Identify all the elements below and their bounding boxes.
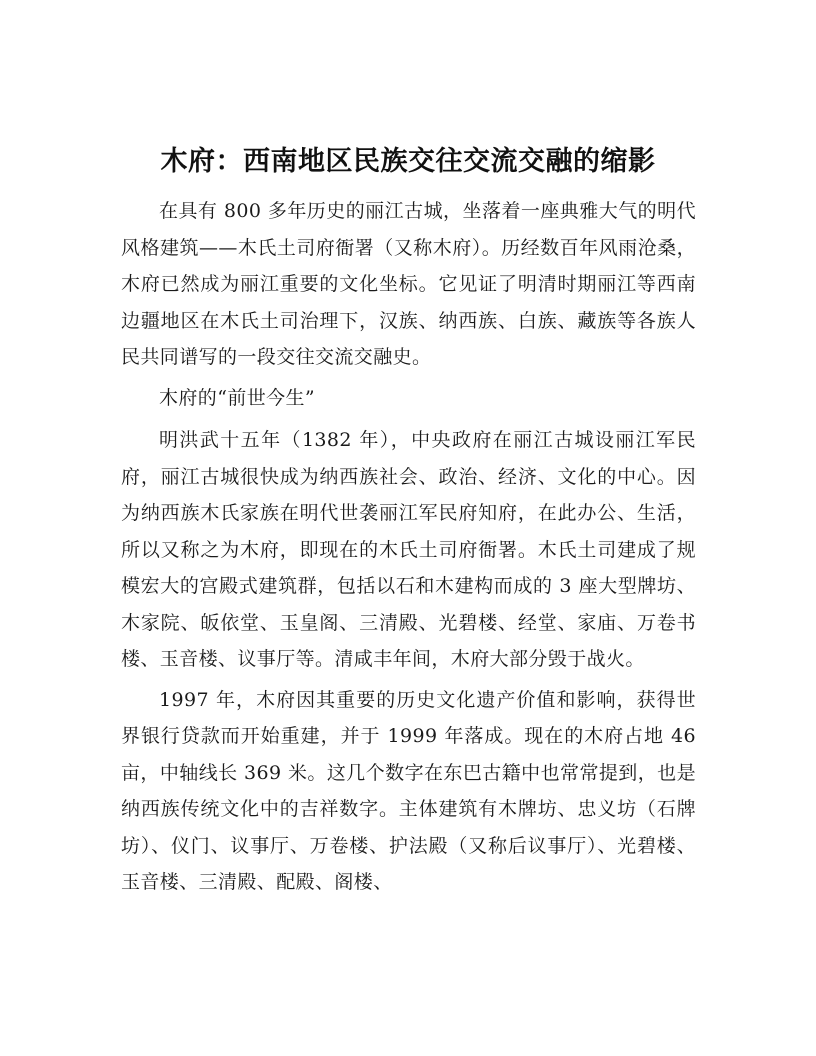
intro-paragraph: 在具有 800 多年历史的丽江古城，坐落着一座典雅大气的明代风格建筑——木氏土司府衙署（又称木府）。历经数百年风雨沧桑，木府已然成为丽江重要的文化坐标。它见证了明清时期丽江等西南边疆地区在木氏土司治理下，汉族、纳西族、白族、藏族等各族人民共同谱写的一段交往交流交融史。	[121, 200, 696, 368]
document-title: 木府：西南地区民族交往交流交融的缩影	[160, 146, 656, 177]
section-paragraph-history: 明洪武十五年（1382 年），中央政府在丽江古城设丽江军民府，丽江古城很快成为纳西族社会、政治、经济、文化的中心。因为纳西族木氏家族在明代世袭丽江军民府知府，在此办公、生活，所以又称之为木府，即现在的木氏土司府衙署。木氏土司建成了规模宏大的宫殿式建筑群，包括以石和木建构而成的 3 座大型牌坊、木家院、皈依堂、玉皇阁、三清殿、光碧楼、经堂、家庙、万卷书楼、玉音楼、议事厅等。清咸丰年间，木府大部分毁于战火。	[121, 429, 696, 670]
section-heading: 木府的“前世今生”	[159, 386, 316, 409]
section-paragraph-rebuild: 1997 年，木府因其重要的历史文化遗产价值和影响，获得世界银行贷款而开始重建，并于 1999 年落成。现在的木府占地 46 亩，中轴线长 369 米。这几个数字在东巴古籍中也常常提到，也是纳西族传统文化中的吉祥数字。主体建筑有木牌坊、忠义坊（石牌坊）、仪门、议事厅、万卷楼、护法殿（又称后议事厅）、光碧楼、玉音楼、三清殿、配殿、阁楼、	[121, 688, 696, 893]
document-body	[121, 193, 696, 901]
